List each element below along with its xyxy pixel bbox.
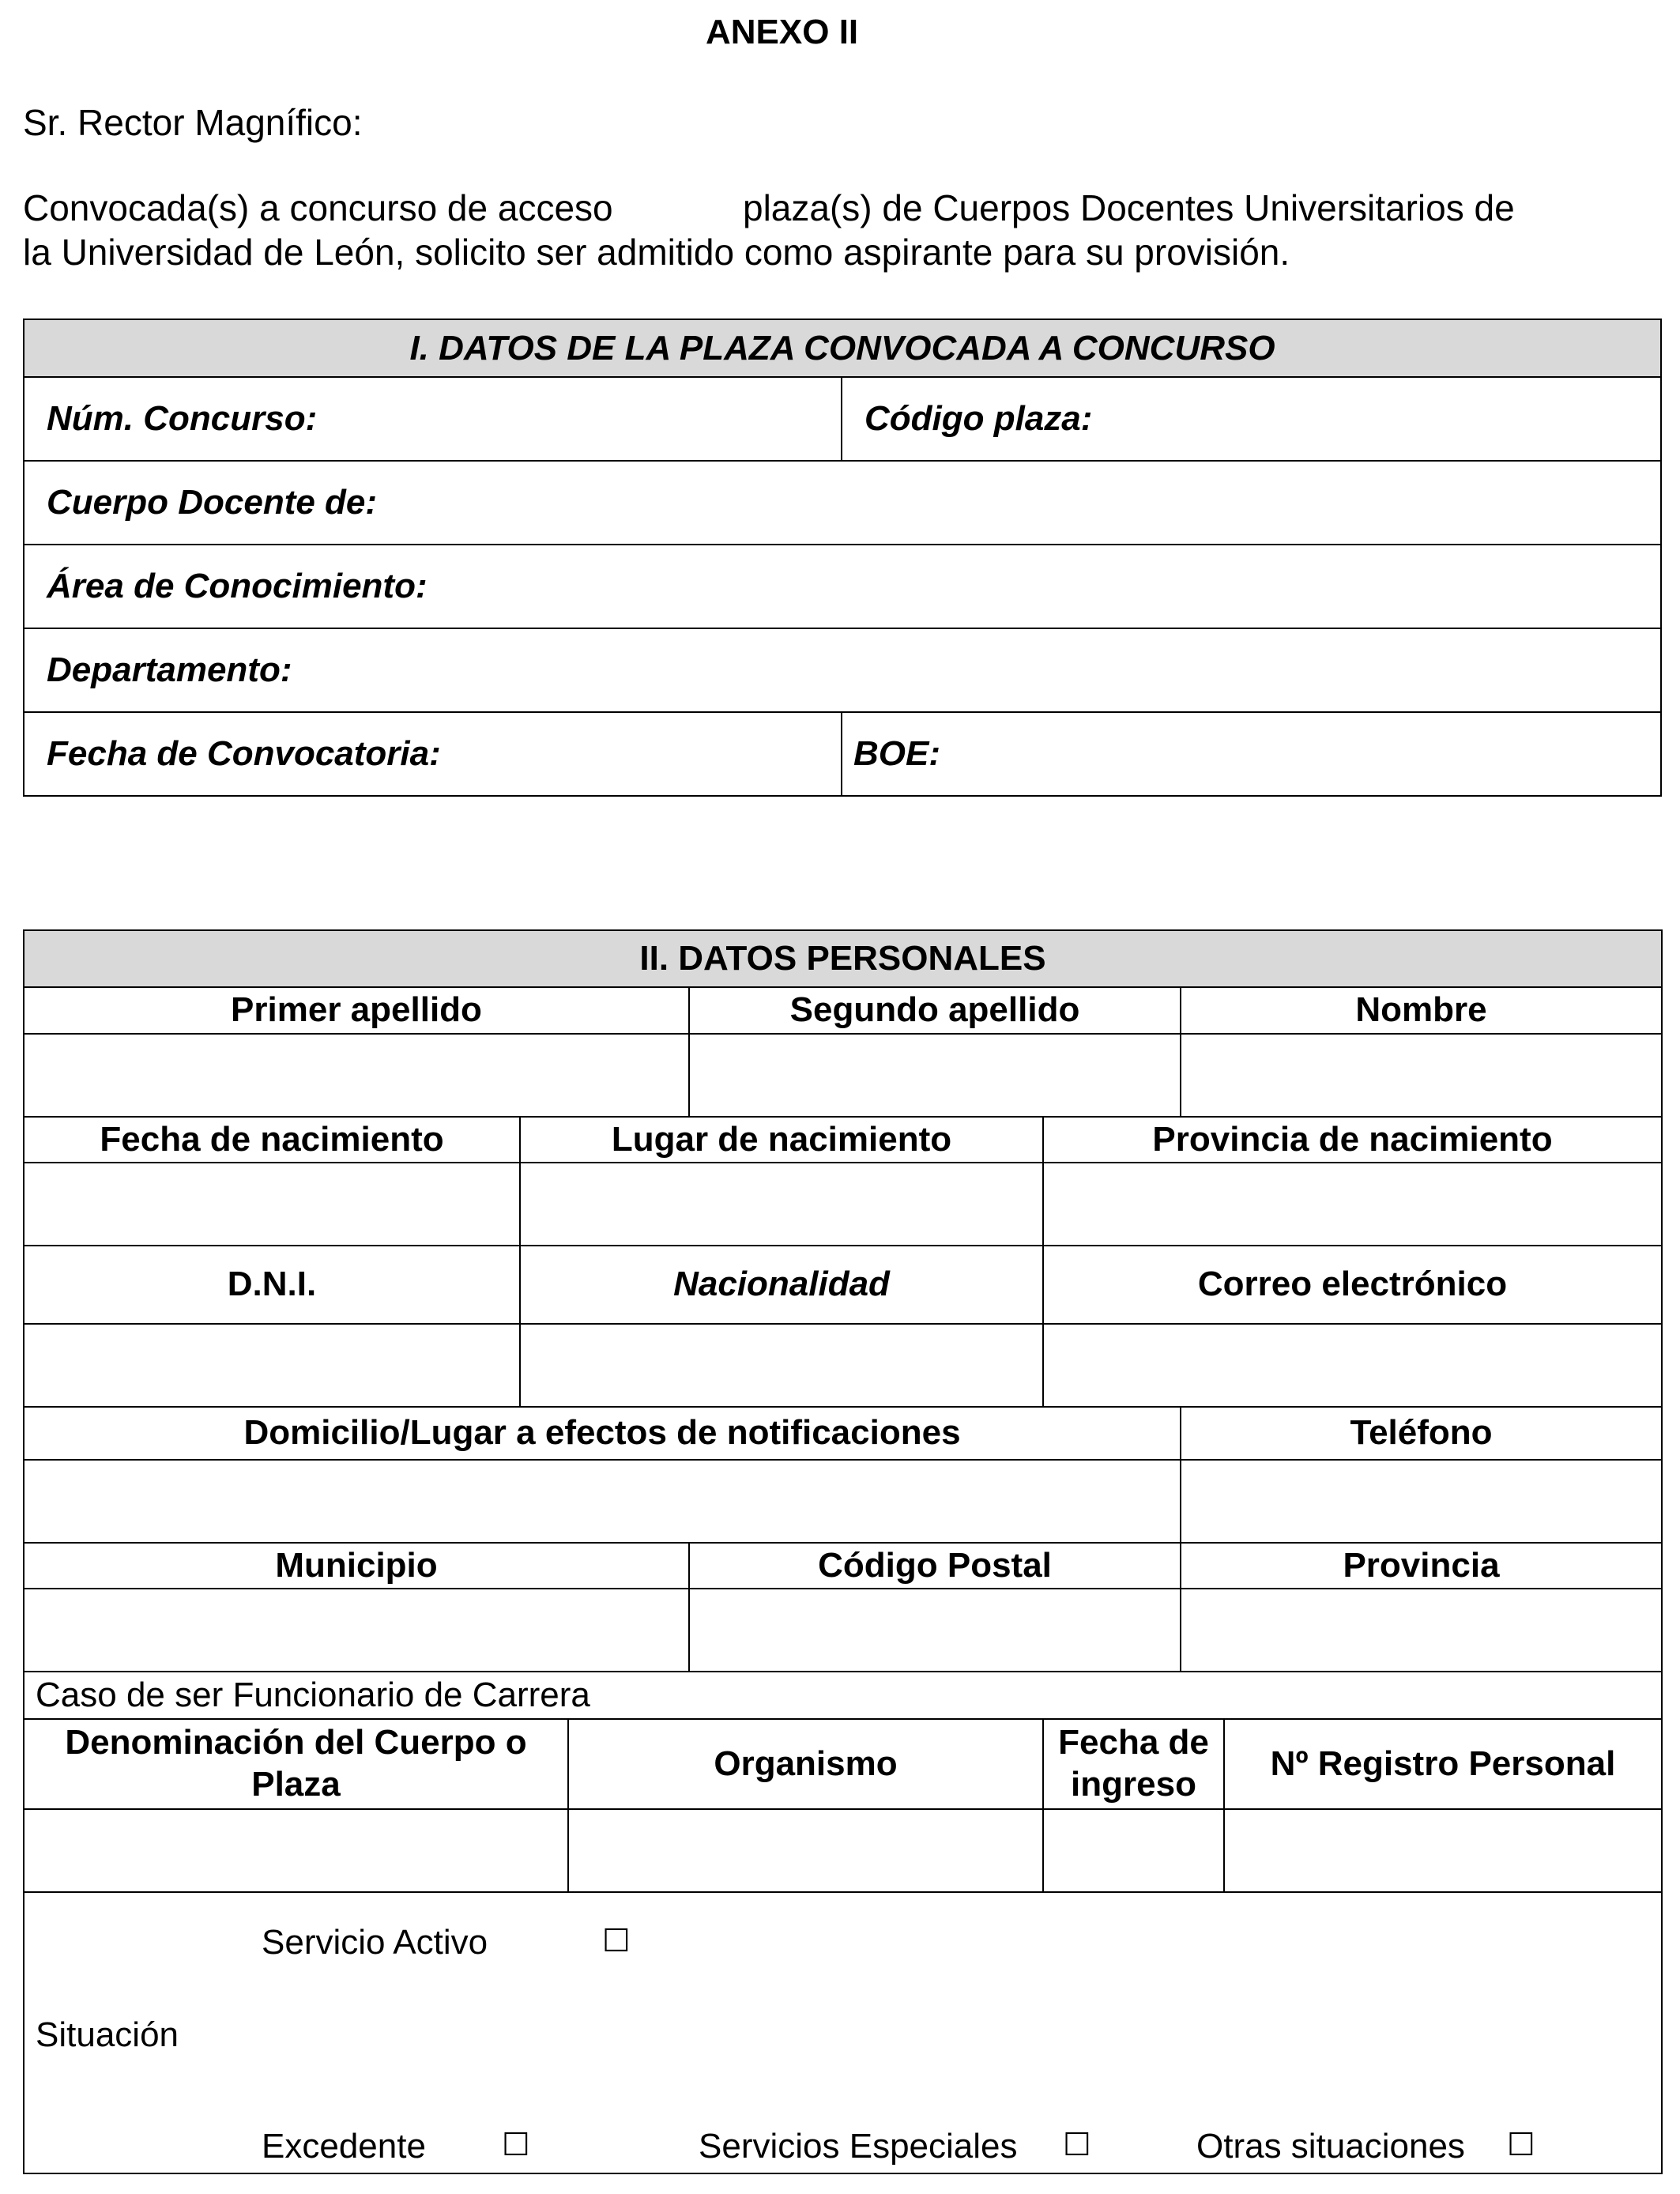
personal-data-table (23, 929, 1663, 2174)
primer-apellido-input[interactable] (24, 1034, 689, 1117)
nacionalidad-label: Nacionalidad (520, 1246, 1043, 1324)
boe-label: BOE: (853, 734, 940, 773)
funcionario-caption: Caso de ser Funcionario de Carrera (24, 1672, 1662, 1719)
intro-line2: la Universidad de León, solicito ser admitido como aspirante para su provisión. (23, 232, 1290, 273)
provincia-nacimiento-input[interactable] (1043, 1163, 1662, 1246)
domicilio-label: Domicilio/Lugar a efectos de notificaciones (24, 1407, 1181, 1460)
provincia-input[interactable] (1181, 1589, 1662, 1672)
dni-input[interactable] (24, 1324, 520, 1407)
municipio-input[interactable] (24, 1589, 689, 1672)
fecha-nacimiento-input[interactable] (24, 1163, 520, 1246)
correo-input[interactable] (1043, 1324, 1662, 1407)
cuerpo-docente-label: Cuerpo Docente de: (47, 483, 378, 522)
area-conocimiento-label: Área de Conocimiento: (47, 567, 428, 605)
denominacion-label: Denominación del Cuerpo o Plaza (24, 1719, 568, 1809)
provincia-nacimiento-label: Provincia de nacimiento (1043, 1117, 1662, 1163)
fecha-ingreso-input[interactable] (1043, 1809, 1224, 1892)
servicio-activo-label: Servicio Activo (262, 1923, 488, 1962)
codigo-plaza-field[interactable] (842, 377, 1661, 461)
intro-line1-a: Convocada(s) a concurso de acceso (23, 187, 613, 228)
nombre-input[interactable] (1181, 1034, 1662, 1117)
codigo-plaza-label: Código plaza: (864, 399, 1093, 438)
telefono-label: Teléfono (1181, 1407, 1662, 1460)
fecha-ingreso-label: Fecha de ingreso (1043, 1719, 1224, 1809)
servicios-especiales-label: Servicios Especiales (699, 2127, 1018, 2166)
excedente-checkbox[interactable]: ☐ (502, 2127, 530, 2163)
lugar-nacimiento-label: Lugar de nacimiento (520, 1117, 1043, 1163)
primer-apellido-label: Primer apellido (24, 987, 689, 1034)
denominacion-input[interactable] (24, 1809, 568, 1892)
document-title: ANEXO II (706, 13, 859, 51)
organismo-label: Organismo (568, 1719, 1043, 1809)
nacionalidad-input[interactable] (520, 1324, 1043, 1407)
fecha-convocatoria-label: Fecha de Convocatoria: (47, 734, 441, 773)
lugar-nacimiento-input[interactable] (520, 1163, 1043, 1246)
servicios-especiales-checkbox[interactable]: ☐ (1063, 2127, 1091, 2163)
num-concurso-label: Núm. Concurso: (47, 399, 318, 438)
servicio-activo-checkbox[interactable]: ☐ (602, 1923, 631, 1959)
dni-label: D.N.I. (24, 1246, 520, 1324)
otras-situaciones-checkbox[interactable]: ☐ (1507, 2127, 1535, 2163)
telefono-input[interactable] (1181, 1460, 1662, 1543)
boe-field[interactable] (842, 712, 1661, 796)
cuerpo-docente-field[interactable] (24, 461, 1661, 545)
num-concurso-field[interactable] (24, 377, 842, 461)
plaza-data-table (23, 319, 1662, 797)
correo-label: Correo electrónico (1043, 1246, 1662, 1324)
otras-situaciones-label: Otras situaciones (1196, 2127, 1465, 2166)
excedente-label: Excedente (262, 2127, 426, 2166)
codigo-postal-input[interactable] (689, 1589, 1181, 1672)
section1-title: I. DATOS DE LA PLAZA CONVOCADA A CONCURSO (24, 319, 1661, 377)
municipio-label: Municipio (24, 1543, 689, 1589)
situacion-label: Situación (36, 2015, 179, 2054)
codigo-postal-label: Código Postal (689, 1543, 1181, 1589)
domicilio-input[interactable] (24, 1460, 1181, 1543)
nombre-label: Nombre (1181, 987, 1662, 1034)
fecha-nacimiento-label: Fecha de nacimiento (24, 1117, 520, 1163)
situacion-cell (24, 1892, 1662, 2173)
registro-personal-label: Nº Registro Personal (1224, 1719, 1662, 1809)
salutation: Sr. Rector Magnífico: (23, 102, 363, 143)
departamento-field[interactable] (24, 628, 1661, 712)
organismo-input[interactable] (568, 1809, 1043, 1892)
intro-line1-b: plaza(s) de Cuerpos Docentes Universitarios de (743, 187, 1515, 228)
fecha-convocatoria-field[interactable] (24, 712, 842, 796)
segundo-apellido-input[interactable] (689, 1034, 1181, 1117)
provincia-label: Provincia (1181, 1543, 1662, 1589)
area-conocimiento-field[interactable] (24, 545, 1661, 628)
segundo-apellido-label: Segundo apellido (689, 987, 1181, 1034)
departamento-label: Departamento: (47, 650, 292, 689)
section2-title: II. DATOS PERSONALES (24, 930, 1662, 987)
registro-personal-input[interactable] (1224, 1809, 1662, 1892)
